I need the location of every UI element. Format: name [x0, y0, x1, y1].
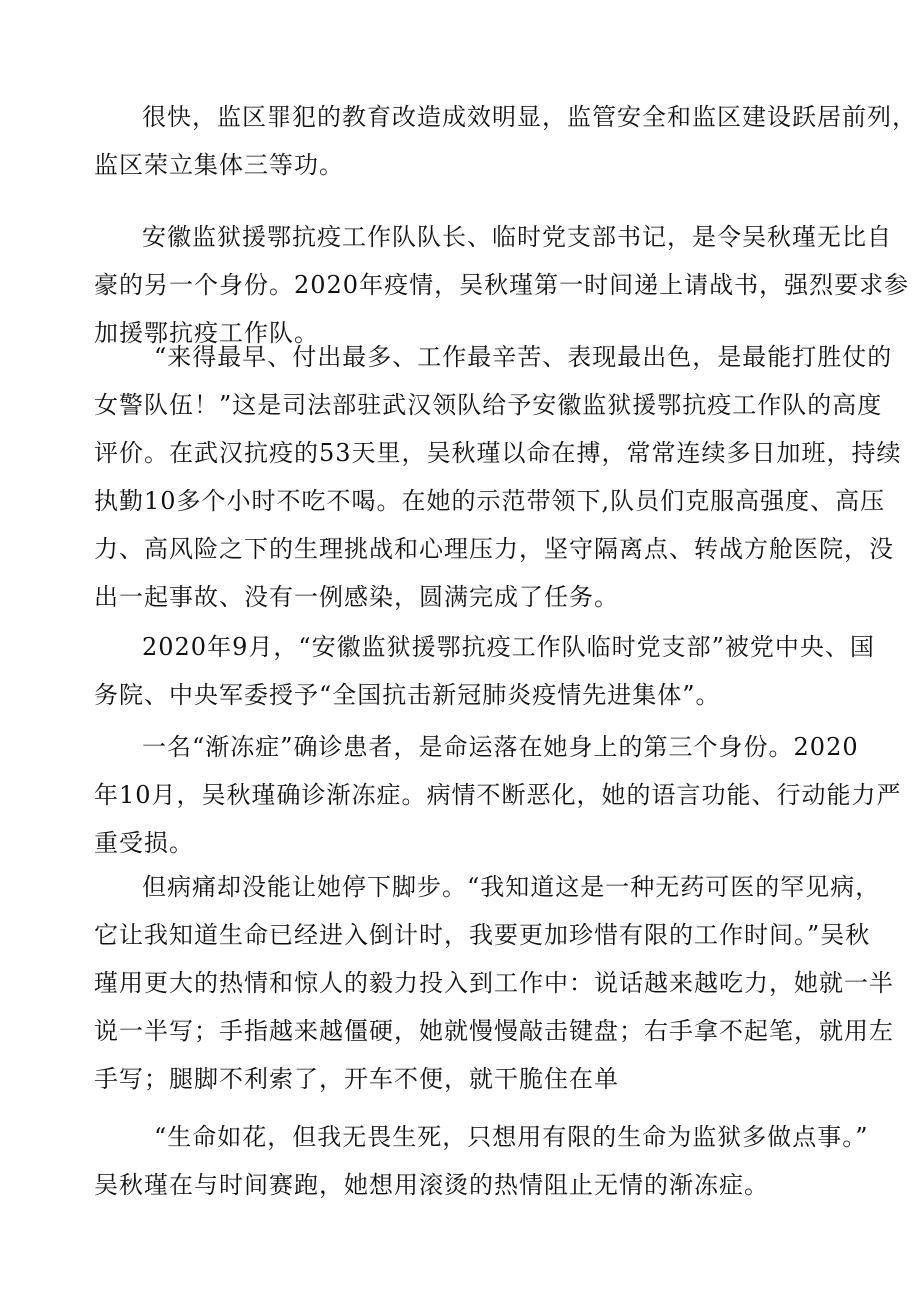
- paragraph-line: 安徽监狱援鄂抗疫工作队队长、临时党支部书记，是令吴秋瑾无比自: [142, 223, 892, 251]
- paragraph-line: 2020年9月，“安徽监狱援鄂抗疫工作队临时党支部”被党中央、国: [142, 633, 875, 661]
- paragraph-line: 一名“渐冻症”确诊患者，是命运落在她身上的第三个身份。2020: [142, 733, 859, 761]
- paragraph-line: 加援鄂抗疫工作队。: [94, 319, 319, 347]
- paragraph-4: [94, 623, 875, 719]
- paragraph-line: “生命如花，但我无畏生死，只想用有限的生命为监狱多做点事。”: [154, 1123, 869, 1151]
- paragraph-3: [94, 333, 902, 621]
- paragraph-line: 执勤10多个小时不吃不喝。在她的示范带领下,队员们克服高强度、高压: [94, 487, 886, 515]
- paragraph-line: 出一起事故、没有一例感染，圆满完成了任务。: [94, 583, 619, 611]
- paragraph-line: 重受损。: [94, 829, 194, 857]
- paragraph-line: 很快，监区罪犯的教育改造成效明显，监管安全和监区建设跃居前列，: [142, 103, 917, 131]
- paragraph-line: 豪的另一个身份。2020年疫情，吴秋瑾第一时间递上请战书，强烈要求参: [94, 271, 910, 299]
- paragraph-line: 监区荣立集体三等功。: [94, 151, 344, 179]
- paragraph-5: [94, 723, 902, 867]
- paragraph-line: 它让我知道生命已经进入倒计时，我要更加珍惜有限的工作时间。”吴秋: [94, 921, 871, 949]
- paragraph-line: 但病痛却没能让她停下脚步。“我知道这是一种无药可医的罕见病，: [142, 873, 881, 901]
- paragraph-line: 务院、中央军委授予“全国抗击新冠肺炎疫情先进集体”。: [94, 681, 721, 709]
- paragraph-line: 吴秋瑾在与时间赛跑，她想用滚烫的热情阻止无情的渐冻症。: [94, 1171, 769, 1199]
- paragraph-line: 手写；腿脚不利索了，开车不便，就干脆住在单: [94, 1065, 619, 1093]
- paragraph-line: 年10月，吴秋瑾确诊渐冻症。病情不断恶化，她的语言功能、行动能力严: [94, 781, 902, 809]
- paragraph-line: 女警队伍！”这是司法部驻武汉领队给予安徽监狱援鄂抗疫工作队的高度: [94, 391, 883, 419]
- paragraph-line: 评价。在武汉抗疫的53天里，吴秋瑾以命在搏，常常连续多日加班，持续: [94, 439, 902, 467]
- paragraph-line: 说一半写；手指越来越僵硬，她就慢慢敲击键盘；右手拿不起笔，就用左: [94, 1017, 894, 1045]
- paragraph-1: [94, 93, 917, 189]
- paragraph-line: “来得最早、付出最多、工作最辛苦、表现最出色，是最能打胜仗的: [154, 343, 893, 371]
- paragraph-line: 瑾用更大的热情和惊人的毅力投入到工作中：说话越来越吃力，她就一半: [94, 969, 894, 997]
- paragraph-line: 力、高风险之下的生理挑战和心理压力，坚守隔离点、转战方舱医院，没: [94, 535, 894, 563]
- paragraph-7: [94, 1113, 869, 1209]
- paragraph-6: [94, 863, 894, 1103]
